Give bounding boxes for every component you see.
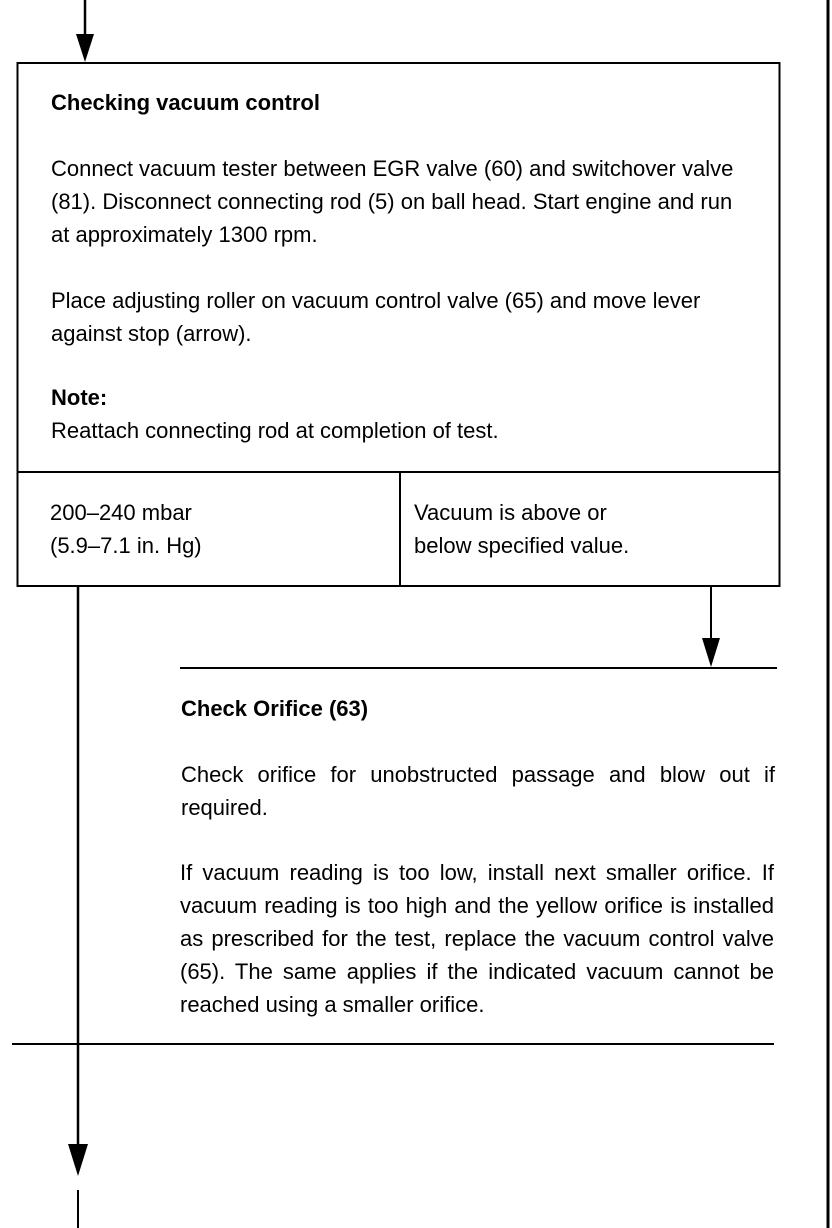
box2-paragraph-2: If vacuum reading is too low, install next smaller orifice. If vacuum reading is too high and the yellow orifice is installed as prescribed for the test, replace the vacuum control valve (65). The same applies if the indicated vacuum cannot be reached using a smaller orifice. xyxy=(180,860,774,1017)
result-ok-value-imperial: (5.9–7.1 in. Hg) xyxy=(50,533,202,558)
box1-note-text: Reattach connecting rod at completion of test. xyxy=(51,418,499,443)
box2-title: Check Orifice (63) xyxy=(181,696,369,721)
fail-branch-arrowhead-icon xyxy=(702,638,720,667)
box1-title: Checking vacuum control xyxy=(51,90,320,115)
result-fail-line-2: below specified value. xyxy=(414,533,630,558)
box1-paragraph-2: Place adjusting roller on vacuum control valve (65) and move lever against stop (arrow). xyxy=(51,288,701,346)
box1-paragraph-1: Connect vacuum tester between EGR valve (60) and switchover valve (81). Disconnect connecting rod (5) on ball head. Start engine and run at approximately 1300 rpm. xyxy=(51,156,734,247)
result-ok-value: 200–240 mbar xyxy=(50,500,192,525)
box2-paragraph-1: Check orifice for unobstructed passage and blow out if required. xyxy=(181,762,775,820)
bottom-arrowhead-icon xyxy=(68,1144,88,1176)
result-fail-line-1: Vacuum is above or xyxy=(414,500,607,525)
top-arrowhead-icon xyxy=(76,34,94,62)
box1-note-label: Note: xyxy=(51,385,108,410)
